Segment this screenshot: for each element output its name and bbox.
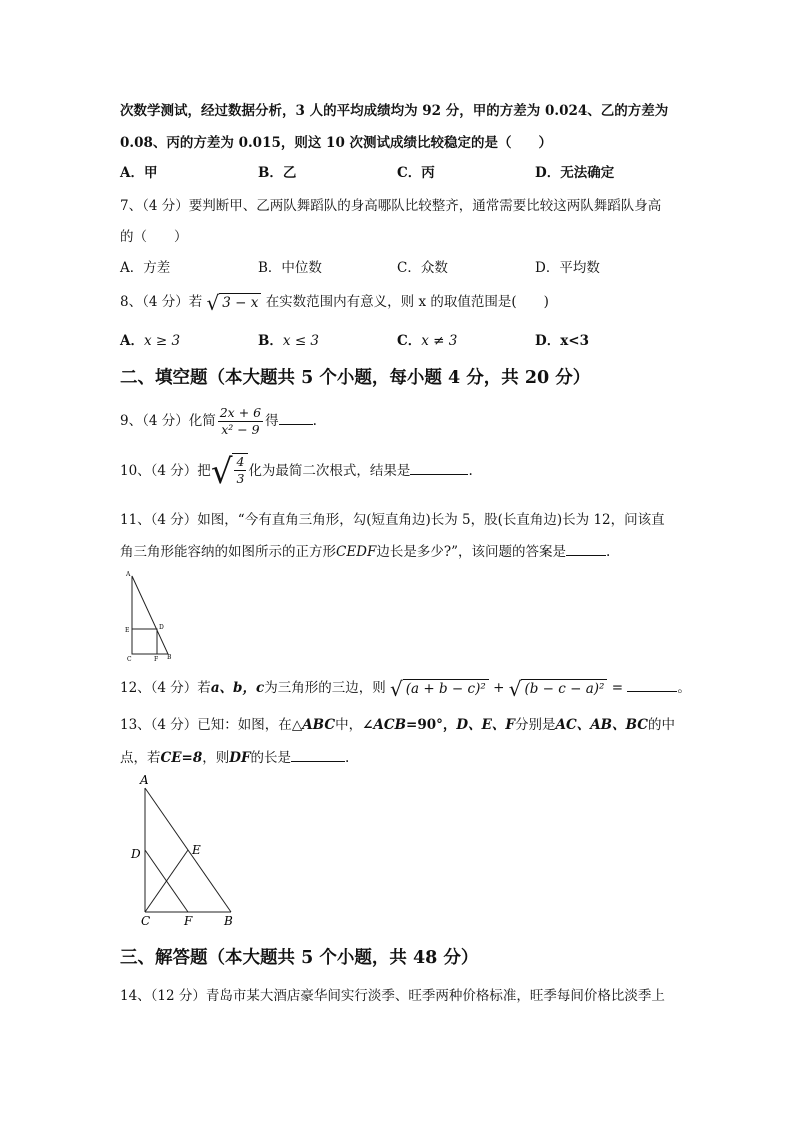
q13-answer-blank[interactable] <box>291 749 345 762</box>
q13-label-c: C <box>141 914 151 928</box>
q8-prefix: 8、（4 分）若 <box>120 294 203 310</box>
q9-denominator: x² − 9 <box>221 422 260 437</box>
q11-label-c: C <box>127 656 132 663</box>
q8-stem <box>120 292 549 313</box>
section-2-heading: 二、填空题（本大题共 5 个小题，每小题 4 分，共 20 分） <box>120 368 591 388</box>
q14-line1: 14、（12 分）青岛市某大酒店豪华间实行淡季、旺季两种价格标准，旺季每间价格比淡季上 <box>120 988 665 1004</box>
q13-label-d: D <box>131 847 141 861</box>
q8-suffix: 在实数范围内有意义，则 x 的取值范围是( ) <box>265 294 549 310</box>
q13-line1: 13、（4 分）已知：如图，在△ABC中，∠ACB=90°，D、E、F分别是AC、AB、BC的中 <box>120 717 675 733</box>
q10-stem: 10、（4 分）把 √ $\frac{4}{3}$ 化为最简二次根式，结果是 . <box>120 451 473 492</box>
q9-suffix: 得 <box>265 413 279 429</box>
q12-answer-blank[interactable] <box>627 679 677 692</box>
q7-option-a: A．方差 <box>120 260 171 276</box>
q10-sqrt: √ $\frac{4}{3}$ <box>211 453 249 491</box>
q8-sqrt: √ 3 − x <box>207 293 262 313</box>
q7-option-d: D．平均数 <box>535 260 600 276</box>
q13-figure <box>126 772 238 928</box>
q10-prefix: 10、（4 分）把 <box>120 463 211 479</box>
q10-answer-blank[interactable] <box>410 462 468 475</box>
q13-label-e: E <box>192 843 201 857</box>
q11-label-e: E <box>125 627 130 634</box>
q6-line2: 0.08、丙的方差为 0.015，则这 10 次测试成绩比较稳定的是（ ） <box>120 135 553 151</box>
q11-label-a: A <box>126 571 131 578</box>
q7-option-b: B．中位数 <box>258 260 322 276</box>
q12-stem: 12、（4 分）若a、b，c为三角形的三边，则 √ (a + b − c)² + √ (b − c − a)² = 。 <box>120 676 691 701</box>
q11-line1: 11、（4 分）如图，“今有直角三角形，勾(短直角边)长为 5，股(长直角边)长为 12，问该直 <box>120 512 665 528</box>
q13-label-f: F <box>184 914 193 928</box>
q11-label-d: D <box>159 624 164 631</box>
q8-radicand: 3 − x <box>219 293 261 313</box>
q6-option-c: C．丙 <box>397 165 435 181</box>
q8-option-a: A．x ≥ 3 <box>120 333 181 349</box>
q12-sqrt-2: √ (b − c − a)² <box>509 679 608 699</box>
q6-option-a: A．甲 <box>120 165 158 181</box>
q8-option-b: B．x ≤ 3 <box>258 333 320 349</box>
q9-prefix: 9、（4 分）化简 <box>120 413 216 429</box>
q7-line2: 的（ ） <box>120 229 188 245</box>
q11-line2: 角三角形能容纳的如图所示的正方形CEDF边长是多少?”，该问题的答案是 . <box>120 544 611 560</box>
q13-line2: 点，若CE=8，则DF的长是 . <box>120 750 350 766</box>
q10-suffix: 化为最简二次根式，结果是 <box>248 463 411 479</box>
section-3-heading: 三、解答题（本大题共 5 个小题，共 48 分） <box>120 948 479 968</box>
q9-answer-blank[interactable] <box>279 412 313 425</box>
q10-fraction: $\frac{4}{3}$ <box>236 453 245 486</box>
q9-stem: 9、（4 分）化简 $\frac{2x + 6}{\text{x² − 9}}$ 得 . <box>120 405 317 437</box>
q6-option-b: B．乙 <box>258 165 297 181</box>
q13-label-a: A <box>140 773 149 787</box>
q7-option-c: C．众数 <box>397 260 448 276</box>
q12-sqrt-1: √ (a + b − c)² <box>390 679 489 699</box>
q8-option-d: D．x<3 <box>535 333 589 349</box>
q9-numerator: 2x + 6 <box>219 405 262 420</box>
q11-answer-blank[interactable] <box>566 543 606 556</box>
q11-triangle <box>132 576 168 654</box>
q6-line1: 次数学测试，经过数据分析，3 人的平均成绩均为 92 分，甲的方差为 0.024、乙的方差为 <box>120 103 669 119</box>
q7-line1: 7、（4 分）要判断甲、乙两队舞蹈队的身高哪队比较整齐，通常需要比较这两队舞蹈队身高 <box>120 198 662 214</box>
q8-option-c: C．x ≠ 3 <box>397 333 458 349</box>
q11-square <box>132 629 157 654</box>
q11-label-f: F <box>154 656 159 663</box>
q6-option-d: D．无法确定 <box>535 165 615 181</box>
q11-figure <box>122 566 182 666</box>
q11-square-name: CEDF <box>336 544 377 560</box>
q11-label-b: B <box>167 654 172 661</box>
q9-fraction <box>218 405 263 438</box>
q13-label-b: B <box>224 914 233 928</box>
